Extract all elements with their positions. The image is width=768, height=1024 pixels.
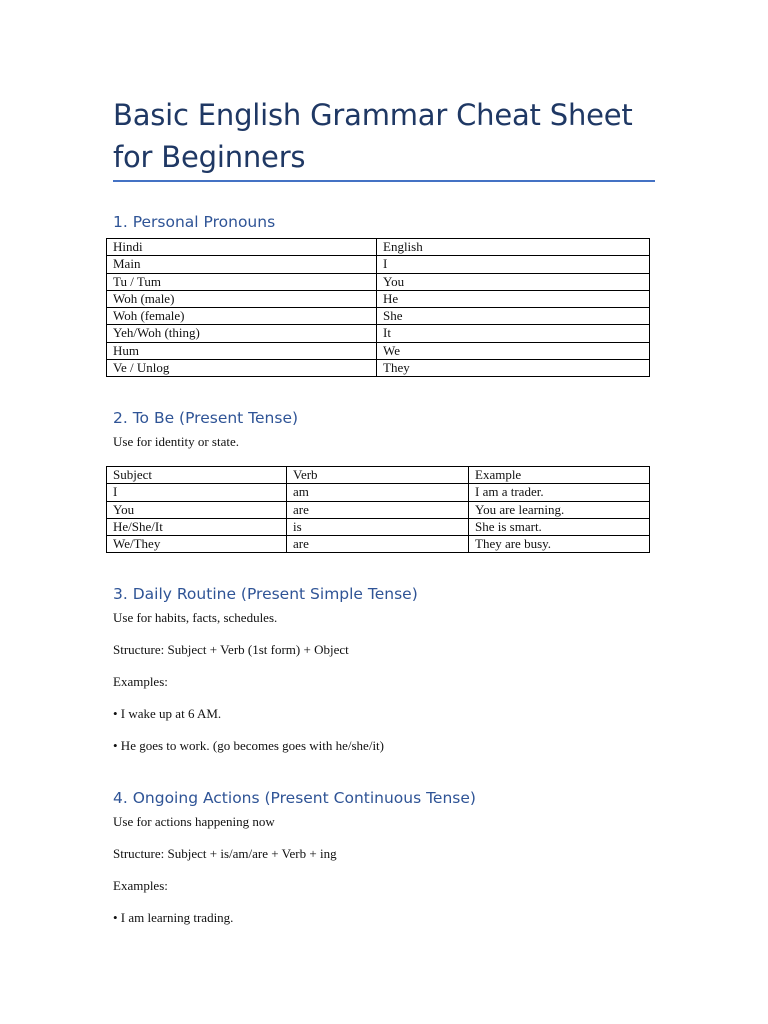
table-row — [107, 290, 650, 307]
table-cell: You are learning. — [469, 501, 650, 518]
table-cell: Hum — [107, 342, 377, 359]
table-header-cell: Example — [469, 467, 650, 484]
table-row — [107, 501, 650, 518]
pronouns-table — [106, 238, 650, 377]
table-header-row — [107, 467, 650, 484]
table-cell: are — [287, 536, 469, 553]
table-cell: am — [287, 484, 469, 501]
table-cell: We/They — [107, 536, 287, 553]
paragraph: Examples: — [113, 878, 168, 893]
table-row — [107, 308, 650, 325]
table-header-cell: English — [377, 239, 650, 256]
list-item: • I wake up at 6 AM. — [113, 706, 222, 721]
table-cell: They — [377, 360, 650, 377]
table-header-cell: Hindi — [107, 239, 377, 256]
table-cell: It — [377, 325, 650, 342]
table-row — [107, 342, 650, 359]
section-intro: Use for identity or state. — [113, 434, 239, 449]
table-cell: Main — [107, 256, 377, 273]
table-cell: I am a trader. — [469, 484, 650, 501]
table-cell: Woh (female) — [107, 308, 377, 325]
table-row — [107, 484, 650, 501]
table-cell: They are busy. — [469, 536, 650, 553]
table-row — [107, 325, 650, 342]
table-cell: Ve / Unlog — [107, 360, 377, 377]
title-underline — [113, 180, 655, 182]
table-cell: He — [377, 290, 650, 307]
table-row — [107, 360, 650, 377]
section-heading-present-simple: 3. Daily Routine (Present Simple Tense) — [113, 585, 418, 603]
table-cell: are — [287, 501, 469, 518]
table-cell: is — [287, 518, 469, 535]
table-header-cell: Subject — [107, 467, 287, 484]
list-item: • I am learning trading. — [113, 910, 234, 925]
paragraph: Structure: Subject + is/am/are + Verb + ing — [113, 846, 337, 861]
table-header-row — [107, 239, 650, 256]
section-heading-present-continuous: 4. Ongoing Actions (Present Continuous Tense) — [113, 789, 476, 807]
section-heading-personal-pronouns: 1. Personal Pronouns — [113, 213, 276, 231]
table-header-cell: Verb — [287, 467, 469, 484]
paragraph: Use for habits, facts, schedules. — [113, 610, 278, 625]
to-be-table — [106, 466, 650, 553]
table-cell: You — [377, 273, 650, 290]
table-row — [107, 536, 650, 553]
table-row — [107, 273, 650, 290]
paragraph: Examples: — [113, 674, 168, 689]
section-heading-to-be: 2. To Be (Present Tense) — [113, 409, 299, 427]
table-cell: We — [377, 342, 650, 359]
table-cell: She is smart. — [469, 518, 650, 535]
table-cell: Woh (male) — [107, 290, 377, 307]
table-row — [107, 256, 650, 273]
table-cell: You — [107, 501, 287, 518]
paragraph: Use for actions happening now — [113, 814, 275, 829]
table-cell: He/She/It — [107, 518, 287, 535]
list-item: • He goes to work. (go becomes goes with he/she/it) — [113, 738, 384, 753]
table-cell: I — [107, 484, 287, 501]
table-cell: I — [377, 256, 650, 273]
paragraph: Structure: Subject + Verb (1st form) + Object — [113, 642, 349, 657]
table-cell: Tu / Tum — [107, 273, 377, 290]
table-row — [107, 518, 650, 535]
table-cell: Yeh/Woh (thing) — [107, 325, 377, 342]
table-cell: She — [377, 308, 650, 325]
document-title: Basic English Grammar Cheat Sheet for Beginners — [113, 98, 633, 174]
